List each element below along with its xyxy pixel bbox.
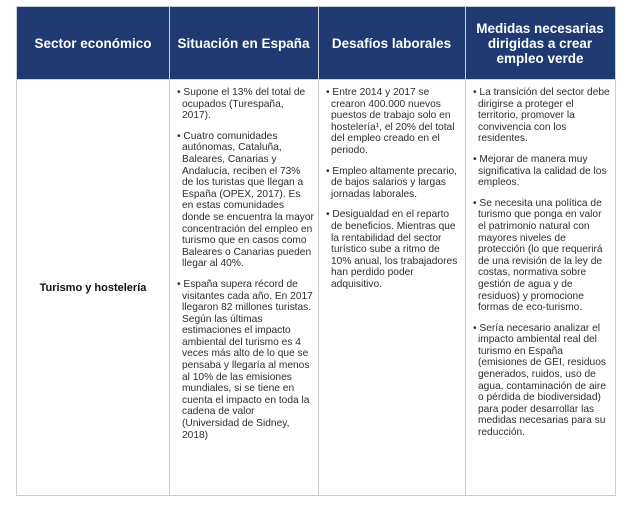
list-item: • Sería necesario analizar el impacto ambiental real del turismo en España (emisiones de GEI, residuos generados, ruidos, uso de agua, contaminación de aire o pérdida de biodiversidad) para poder desarrollar las medidas necesarias para su reducción.: [473, 323, 611, 439]
situacion-column: [169, 87, 318, 450]
table-header: [17, 7, 615, 79]
header-medidas: Medidas necesarias dirigidas a crear empleo verde: [476, 20, 604, 66]
list-item: • Mejorar de manera muy significativa la calidad de los empleos.: [473, 154, 611, 189]
sector-name: Turismo y hostelería: [39, 281, 147, 294]
list-item: • Cuatro comunidades autónomas, Cataluña, Baleares, Canarias y Andalucía, reciben el 73% de los turistas que llegan a España (OPEX, 2017). Es en estas comunidades donde se encuentra la mayor concentración del empleo en turismo que en casos como Baleares o Canarias pueden llegar al 40%.: [177, 131, 314, 270]
list-item: • España supera récord de visitantes cada año. En 2017 llegaron 82 millones turistas. Según las últimas estimaciones el impacto ambiental del turismo es 4 veces más alto de lo que se pensaba y llegaría al menos al 10% de las emisiones mundiales, si se tiene en cuenta el impacto en toda la cadena de valor (Universidad de Sidney, 2018): [177, 279, 314, 441]
header-desafios: Desafíos laborales: [331, 35, 452, 51]
economic-sector-table: [16, 6, 616, 496]
header-situacion: Situación en España: [177, 35, 310, 51]
list-item: • Desigualdad en el reparto de beneficios. Mientras que la rentabilidad del sector turístico sube a ritmo de 10% anual, los trabajadores han perdido poder adquisitivo.: [326, 209, 461, 290]
list-item: • Empleo altamente precario, de bajos salarios y largas jornadas laborales.: [326, 166, 461, 201]
desafios-column: [318, 87, 465, 300]
list-item: • La transición del sector debe dirigirse a proteger el territorio, promover la convivencia con los residentes.: [473, 87, 611, 145]
list-item: • Entre 2014 y 2017 se crearon 400.000 nuevos puestos de trabajo solo en hostelería¹, el 20% del total del empleo creado en el periodo.: [326, 87, 461, 157]
medidas-column: [465, 87, 615, 448]
header-sector: Sector económico: [34, 35, 152, 51]
list-item: • Se necesita una política de turismo que ponga en valor el patrimonio natural con mayores niveles de protección (lo que requerirá de una revisión de la ley de costas, normativa sobre gestión de agua y de residuos) y promocione formas de eco-turismo.: [473, 198, 611, 314]
list-item: • Supone el 13% del total de ocupados (Turespaña, 2017).: [177, 87, 314, 122]
